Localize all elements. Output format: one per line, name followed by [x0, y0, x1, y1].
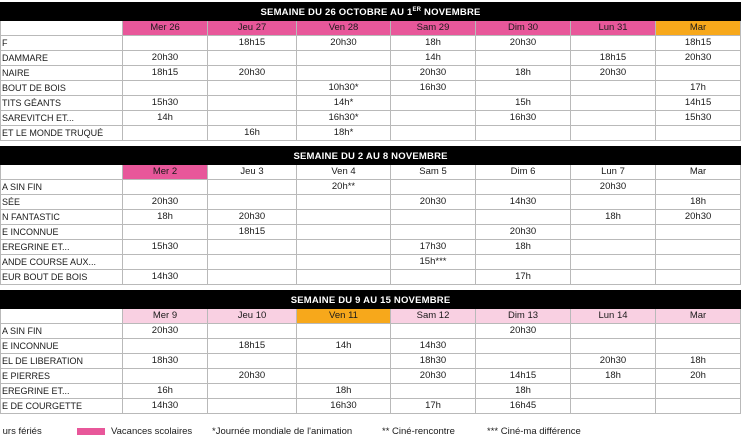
legend-vacances-label: Vacances scolaires: [111, 426, 193, 437]
showtime-cell: 20h30: [476, 324, 571, 339]
showtime-cell: 20h: [656, 369, 741, 384]
showtime-cell: 16h30: [297, 399, 391, 414]
showtime-cell: [208, 354, 297, 369]
day-header: Jeu 3: [208, 165, 297, 180]
film-row: [1, 66, 741, 81]
showtime-cell: [476, 126, 571, 141]
week-title-end: NOVEMBRE: [421, 7, 481, 19]
film-row: [1, 36, 741, 51]
showtime-cell: 20h30: [656, 51, 741, 66]
day-header-row: [1, 165, 741, 180]
showtime-cell: 20h30: [123, 51, 208, 66]
film-row: [1, 369, 741, 384]
film-title: E PIERRES: [1, 369, 123, 384]
week-title-text: SEMAINE DU 2 AU 8 NOVEMBRE: [293, 151, 448, 163]
showtime-cell: [123, 36, 208, 51]
showtime-cell: [123, 81, 208, 96]
showtime-cell: [571, 225, 656, 240]
day-header: Jeu 27: [208, 21, 297, 36]
day-header: Dim 30: [476, 21, 571, 36]
film-title: ANDE COURSE AUX...: [1, 255, 123, 270]
showtime-cell: [571, 126, 656, 141]
showtime-cell: 17h: [656, 81, 741, 96]
showtime-cell: 20h30: [391, 369, 476, 384]
week-title: [1, 3, 741, 21]
showtime-cell: [208, 384, 297, 399]
showtime-cell: 18h15: [571, 51, 656, 66]
showtime-cell: [123, 255, 208, 270]
showtime-cell: 20h30: [123, 195, 208, 210]
showtime-cell: [208, 180, 297, 195]
showtime-cell: [208, 96, 297, 111]
film-title: F: [1, 36, 123, 51]
film-title: E DE COURGETTE: [1, 399, 123, 414]
legend-vacances: [77, 422, 192, 441]
showtime-cell: 20h30: [571, 180, 656, 195]
legend: [0, 422, 700, 441]
showtime-cell: 18h30: [123, 354, 208, 369]
film-column-header: [1, 309, 123, 324]
film-row: [1, 51, 741, 66]
film-column-header: [1, 165, 123, 180]
showtime-cell: 18h: [656, 354, 741, 369]
showtime-cell: 14h15: [656, 96, 741, 111]
showtime-cell: [476, 180, 571, 195]
day-header: Lun 7: [571, 165, 656, 180]
day-header: Mer 2: [123, 165, 208, 180]
day-header: Mer 9: [123, 309, 208, 324]
film-title: NAIRE: [1, 66, 123, 81]
film-row: [1, 354, 741, 369]
film-title: SAREVITCH ET...: [1, 111, 123, 126]
film-column-header: [1, 21, 123, 36]
film-row: [1, 81, 741, 96]
film-title: A SIN FIN: [1, 324, 123, 339]
day-header: Sam 29: [391, 21, 476, 36]
showtime-cell: 18h: [571, 369, 656, 384]
showtime-cell: [208, 81, 297, 96]
showtime-cell: 20h30: [571, 66, 656, 81]
showtime-cell: [656, 180, 741, 195]
showtime-cell: [297, 210, 391, 225]
showtime-cell: 20h30: [123, 324, 208, 339]
showtime-cell: 20h30: [208, 210, 297, 225]
showtime-cell: [656, 240, 741, 255]
showtime-cell: [297, 324, 391, 339]
showtime-cell: 18h: [476, 384, 571, 399]
showtime-cell: 18h30: [391, 354, 476, 369]
showtime-cell: [476, 255, 571, 270]
showtime-cell: 18h: [123, 210, 208, 225]
film-row: [1, 126, 741, 141]
showtime-cell: 18h*: [297, 126, 391, 141]
film-row: [1, 324, 741, 339]
showtime-cell: [297, 255, 391, 270]
showtime-cell: [571, 36, 656, 51]
day-header: Mar: [656, 165, 741, 180]
film-title: E INCONNUE: [1, 225, 123, 240]
showtime-cell: [297, 225, 391, 240]
vacances-swatch: [77, 428, 105, 435]
showtime-cell: 20h**: [297, 180, 391, 195]
legend-feries-label: urs fériés: [2, 426, 42, 437]
day-header: Sam 5: [391, 165, 476, 180]
showtime-cell: [208, 111, 297, 126]
showtime-cell: 17h30: [391, 240, 476, 255]
day-header: Mer 26: [123, 21, 208, 36]
film-row: [1, 225, 741, 240]
showtime-cell: 20h30: [208, 369, 297, 384]
showtime-cell: 20h30: [571, 354, 656, 369]
film-row: [1, 180, 741, 195]
film-row: [1, 195, 741, 210]
showtime-cell: [208, 255, 297, 270]
film-row: [1, 270, 741, 285]
showtime-cell: [656, 339, 741, 354]
film-title: DAMMARE: [1, 51, 123, 66]
showtime-cell: 15h30: [656, 111, 741, 126]
showtime-cell: 14h30: [123, 270, 208, 285]
week-title-text: SEMAINE DU 26 OCTOBRE AU 1: [260, 7, 413, 19]
legend-difference: *** Ciné-ma différence: [487, 426, 581, 437]
day-header: Dim 6: [476, 165, 571, 180]
showtime-cell: 14h*: [297, 96, 391, 111]
showtime-cell: [476, 339, 571, 354]
showtime-cell: 14h30: [391, 339, 476, 354]
film-title: BOUT DE BOIS: [1, 81, 123, 96]
showtime-cell: [391, 96, 476, 111]
showtime-cell: 18h15: [208, 36, 297, 51]
week-title: [1, 291, 741, 309]
showtime-cell: 14h30: [123, 399, 208, 414]
legend-rencontre: ** Ciné-rencontre: [382, 426, 455, 437]
showtime-cell: [391, 111, 476, 126]
showtime-cell: [391, 225, 476, 240]
showtime-cell: [656, 270, 741, 285]
showtime-cell: 18h: [571, 210, 656, 225]
week-title-text: SEMAINE DU 9 AU 15 NOVEMBRE: [290, 295, 451, 307]
week-table: [0, 146, 741, 285]
showtime-cell: [391, 324, 476, 339]
showtime-cell: [656, 399, 741, 414]
film-row: [1, 255, 741, 270]
showtime-cell: [297, 240, 391, 255]
showtime-cell: [208, 324, 297, 339]
day-header: Ven 11: [297, 309, 391, 324]
film-row: [1, 240, 741, 255]
showtime-cell: 10h30*: [297, 81, 391, 96]
film-row: [1, 384, 741, 399]
showtime-cell: [297, 195, 391, 210]
film-title: E INCONNUE: [1, 339, 123, 354]
showtime-cell: [391, 210, 476, 225]
film-title: SÉE: [1, 195, 123, 210]
day-header: Mar: [656, 309, 741, 324]
showtime-cell: [656, 225, 741, 240]
showtime-cell: 15h30: [123, 240, 208, 255]
showtime-cell: 18h15: [208, 339, 297, 354]
film-row: [1, 339, 741, 354]
showtime-cell: 16h45: [476, 399, 571, 414]
showtime-cell: [571, 339, 656, 354]
film-title: EREGRINE ET...: [1, 384, 123, 399]
showtime-cell: 18h: [476, 240, 571, 255]
showtime-cell: [123, 369, 208, 384]
week-title-sup: ER: [412, 7, 422, 13]
showtime-cell: 14h: [123, 111, 208, 126]
showtime-cell: 20h30: [476, 36, 571, 51]
showtime-cell: 16h: [208, 126, 297, 141]
showtime-cell: 16h30: [391, 81, 476, 96]
showtime-cell: [571, 270, 656, 285]
film-title: EREGRINE ET...: [1, 240, 123, 255]
showtime-cell: 14h: [391, 51, 476, 66]
showtime-cell: 18h15: [208, 225, 297, 240]
showtime-cell: [391, 270, 476, 285]
film-title: A SIN FIN: [1, 180, 123, 195]
showtime-cell: 18h: [297, 384, 391, 399]
day-header: Lun 14: [571, 309, 656, 324]
day-header-row: [1, 309, 741, 324]
day-header: Sam 12: [391, 309, 476, 324]
showtime-cell: [571, 324, 656, 339]
showtime-cell: [391, 384, 476, 399]
day-header: Ven 28: [297, 21, 391, 36]
showtime-cell: 15h30: [123, 96, 208, 111]
showtime-cell: [571, 96, 656, 111]
day-header-row: [1, 21, 741, 36]
showtime-cell: 14h15: [476, 369, 571, 384]
showtime-cell: [571, 81, 656, 96]
showtime-cell: 20h30: [391, 195, 476, 210]
film-title: TITS GÉANTS: [1, 96, 123, 111]
showtime-cell: [208, 195, 297, 210]
film-title: N FANTASTIC: [1, 210, 123, 225]
showtime-cell: [208, 240, 297, 255]
showtime-cell: 18h15: [123, 66, 208, 81]
showtime-cell: 20h30: [476, 225, 571, 240]
showtime-cell: 17h: [391, 399, 476, 414]
showtime-cell: 16h30: [476, 111, 571, 126]
showtime-cell: 16h: [123, 384, 208, 399]
showtime-cell: 16h30*: [297, 111, 391, 126]
showtime-cell: 14h30: [476, 195, 571, 210]
film-title: EUR BOUT DE BOIS: [1, 270, 123, 285]
showtime-cell: [571, 111, 656, 126]
showtime-cell: [571, 240, 656, 255]
showtime-cell: 20h30: [208, 66, 297, 81]
day-header: Lun 31: [571, 21, 656, 36]
showtime-cell: [656, 324, 741, 339]
film-row: [1, 111, 741, 126]
showtime-cell: [571, 195, 656, 210]
day-header: Jeu 10: [208, 309, 297, 324]
showtime-cell: [123, 126, 208, 141]
showtime-cell: [476, 81, 571, 96]
film-title: ET LE MONDE TRUQUÉ: [1, 126, 123, 141]
showtime-cell: [391, 180, 476, 195]
showtime-cell: [208, 399, 297, 414]
showtime-cell: [476, 354, 571, 369]
showtime-cell: 14h: [297, 339, 391, 354]
film-row: [1, 96, 741, 111]
showtime-cell: [571, 255, 656, 270]
showtime-cell: 20h30: [656, 210, 741, 225]
showtime-cell: [656, 255, 741, 270]
showtime-cell: [571, 399, 656, 414]
showtime-cell: 20h30: [391, 66, 476, 81]
film-row: [1, 210, 741, 225]
showtime-cell: [297, 354, 391, 369]
showtime-cell: [208, 270, 297, 285]
showtime-cell: 15h***: [391, 255, 476, 270]
showtime-cell: [297, 270, 391, 285]
day-header: Mar: [656, 21, 741, 36]
showtime-cell: [656, 126, 741, 141]
showtime-cell: [297, 66, 391, 81]
showtime-cell: [476, 51, 571, 66]
day-header: Ven 4: [297, 165, 391, 180]
showtime-cell: [208, 51, 297, 66]
showtime-cell: [656, 66, 741, 81]
showtime-cell: 17h: [476, 270, 571, 285]
showtime-cell: 18h15: [656, 36, 741, 51]
film-title: EL DE LIBERATION: [1, 354, 123, 369]
film-row: [1, 399, 741, 414]
showtime-cell: [123, 180, 208, 195]
showtime-cell: 15h: [476, 96, 571, 111]
week-table: [0, 2, 741, 141]
showtime-cell: [476, 210, 571, 225]
week-title: [1, 147, 741, 165]
showtime-cell: [297, 51, 391, 66]
showtime-cell: [391, 126, 476, 141]
showtime-cell: 18h: [476, 66, 571, 81]
week-table: [0, 290, 741, 414]
day-header: Dim 13: [476, 309, 571, 324]
showtime-cell: [297, 369, 391, 384]
showtime-cell: 18h: [391, 36, 476, 51]
legend-animation: *Journée mondiale de l'animation: [212, 426, 353, 437]
showtime-cell: [656, 384, 741, 399]
showtime-cell: [123, 225, 208, 240]
showtime-cell: 18h: [656, 195, 741, 210]
legend-feries: [0, 422, 42, 441]
showtime-cell: 20h30: [297, 36, 391, 51]
showtime-cell: [571, 384, 656, 399]
showtime-cell: [123, 339, 208, 354]
